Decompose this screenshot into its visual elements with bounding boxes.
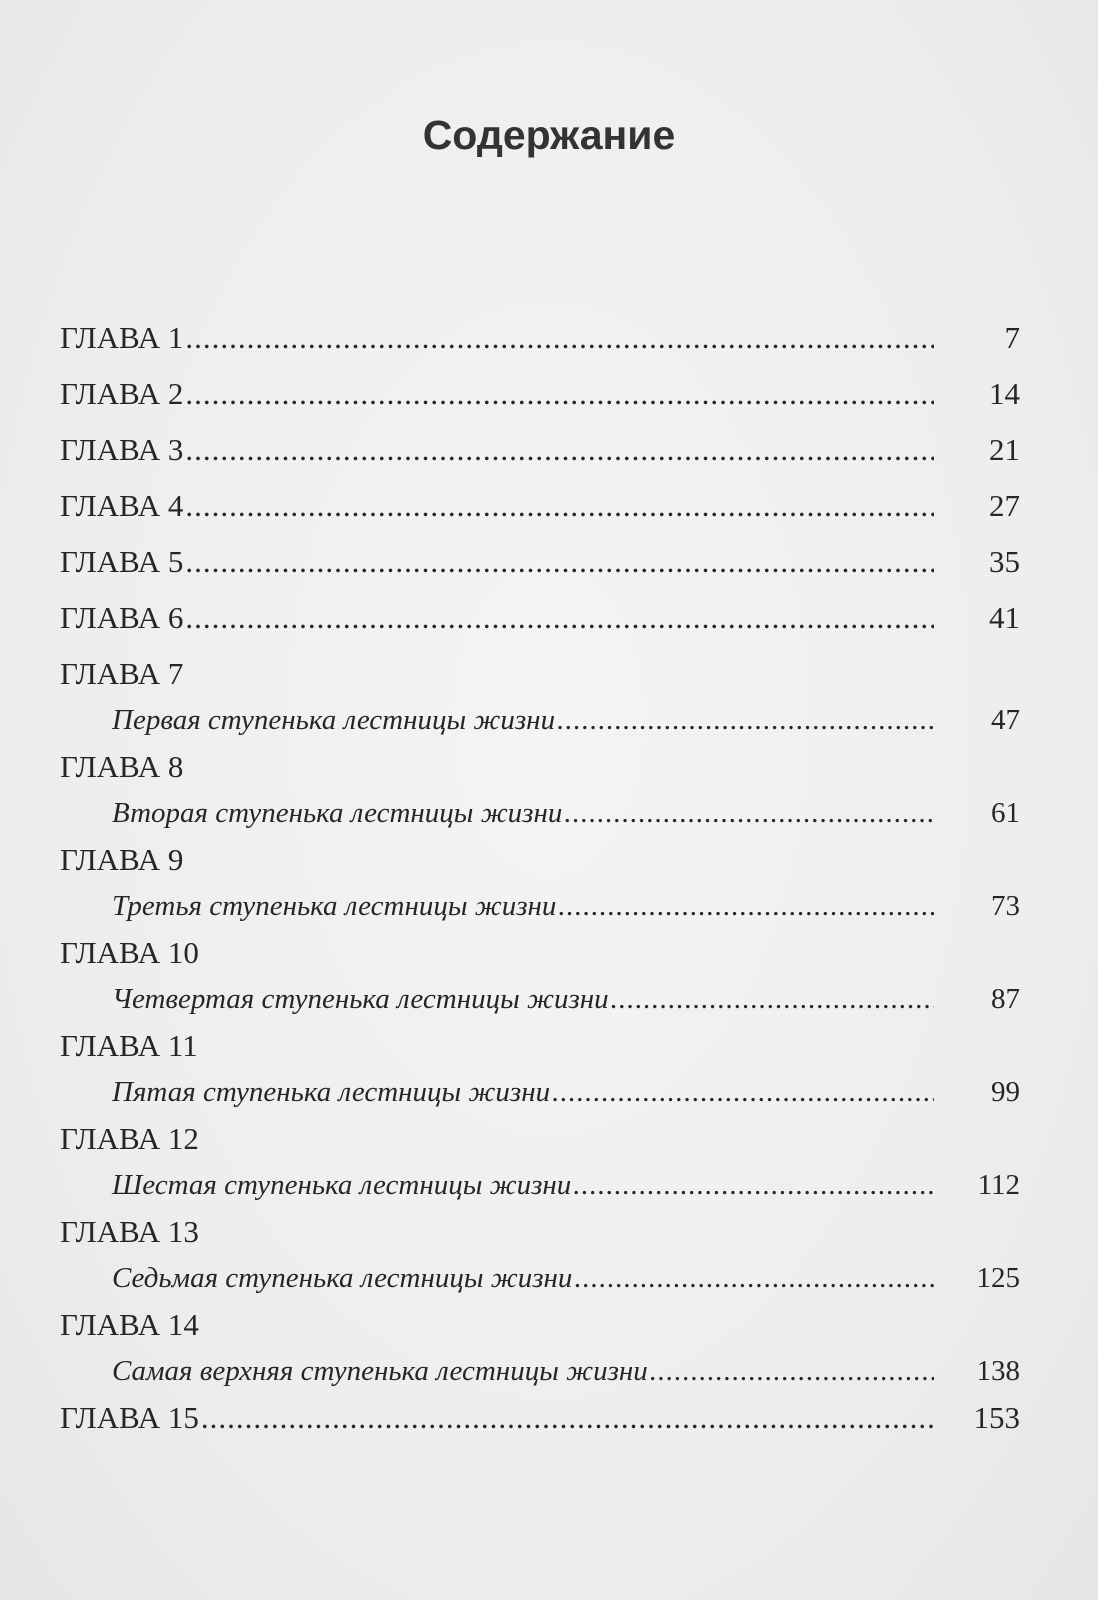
page-number: 87 <box>991 983 1020 1015</box>
page-number: 138 <box>976 1355 1020 1387</box>
page-number: 112 <box>977 1169 1020 1201</box>
chapter-label: ГЛАВА 8 <box>60 749 184 784</box>
chapter-subtitle: Шестая ступенька лестницы жизни <box>112 1169 572 1201</box>
toc-subtitle-entry <box>60 1352 1020 1390</box>
dot-leader <box>185 366 934 422</box>
toc-subtitle-entry <box>60 794 1020 832</box>
chapter-subtitle: Третья ступенька лестницы жизни <box>112 890 557 922</box>
dot-leader <box>650 1352 934 1390</box>
chapter-label: ГЛАВА 14 <box>60 1307 199 1342</box>
page-number: 153 <box>973 1400 1020 1435</box>
chapter-label: ГЛАВА 5 <box>60 544 184 579</box>
toc-subtitle-entry <box>60 1259 1020 1297</box>
toc-chapter-heading <box>60 832 1020 887</box>
toc-subtitle-entry <box>60 1166 1020 1204</box>
chapter-subtitle: Пятая ступенька лестницы жизни <box>112 1076 551 1108</box>
chapter-label: ГЛАВА 4 <box>60 488 184 523</box>
page-number: 14 <box>989 376 1020 411</box>
toc-chapter-heading <box>60 739 1020 794</box>
chapter-label: ГЛАВА 12 <box>60 1121 199 1156</box>
page-number: 7 <box>1004 320 1020 355</box>
page-number: 47 <box>991 704 1020 736</box>
toc-chapter-heading <box>60 646 1020 701</box>
dot-leader <box>201 1390 934 1446</box>
dot-leader <box>558 887 934 925</box>
toc-entry <box>60 366 1020 422</box>
dot-leader <box>564 794 934 832</box>
chapter-subtitle: Самая верхняя ступенька лестницы жизни <box>112 1355 648 1387</box>
dot-leader <box>185 310 934 366</box>
page-number: 35 <box>989 544 1020 579</box>
chapter-label: ГЛАВА 13 <box>60 1214 199 1249</box>
chapter-label: ГЛАВА 7 <box>60 656 184 691</box>
chapter-subtitle: Четвертая ступенька лестницы жизни <box>112 983 609 1015</box>
page-number: 125 <box>976 1262 1020 1294</box>
toc-chapter-heading <box>60 1204 1020 1259</box>
toc-entry <box>60 1390 1020 1446</box>
chapter-label: ГЛАВА 2 <box>60 376 184 411</box>
dot-leader <box>185 534 934 590</box>
toc-entry <box>60 590 1020 646</box>
toc-entry <box>60 534 1020 590</box>
chapter-subtitle: Первая ступенька лестницы жизни <box>112 704 556 736</box>
toc-subtitle-entry <box>60 701 1020 739</box>
dot-leader <box>185 422 934 478</box>
dot-leader <box>185 478 934 534</box>
chapter-label: ГЛАВА 10 <box>60 935 199 970</box>
toc-entry <box>60 422 1020 478</box>
page-number: 27 <box>989 488 1020 523</box>
dot-leader <box>552 1073 934 1111</box>
table-of-contents <box>60 310 1020 1446</box>
chapter-label: ГЛАВА 3 <box>60 432 184 467</box>
page-number: 99 <box>991 1076 1020 1108</box>
chapter-label: ГЛАВА 1 <box>60 320 184 355</box>
toc-entry <box>60 478 1020 534</box>
toc-chapter-heading <box>60 1111 1020 1166</box>
toc-subtitle-entry <box>60 980 1020 1018</box>
toc-chapter-heading <box>60 1018 1020 1073</box>
page-number: 73 <box>991 890 1020 922</box>
chapter-label: ГЛАВА 15 <box>60 1400 199 1435</box>
chapter-subtitle: Вторая ступенька лестницы жизни <box>112 797 563 829</box>
chapter-subtitle: Седьмая ступенька лестницы жизни <box>112 1262 573 1294</box>
toc-subtitle-entry <box>60 1073 1020 1111</box>
page-number: 41 <box>989 600 1020 635</box>
toc-entry <box>60 310 1020 366</box>
page-title: Содержание <box>422 112 676 158</box>
page-number: 21 <box>989 432 1020 467</box>
chapter-label: ГЛАВА 11 <box>60 1028 198 1063</box>
page-number: 61 <box>991 797 1020 829</box>
toc-chapter-heading <box>60 1297 1020 1352</box>
toc-subtitle-entry <box>60 887 1020 925</box>
dot-leader <box>185 590 934 646</box>
chapter-label: ГЛАВА 9 <box>60 842 184 877</box>
dot-leader <box>573 1166 934 1204</box>
dot-leader <box>611 980 934 1018</box>
chapter-label: ГЛАВА 6 <box>60 600 184 635</box>
dot-leader <box>574 1259 934 1297</box>
dot-leader <box>557 701 934 739</box>
toc-chapter-heading <box>60 925 1020 980</box>
